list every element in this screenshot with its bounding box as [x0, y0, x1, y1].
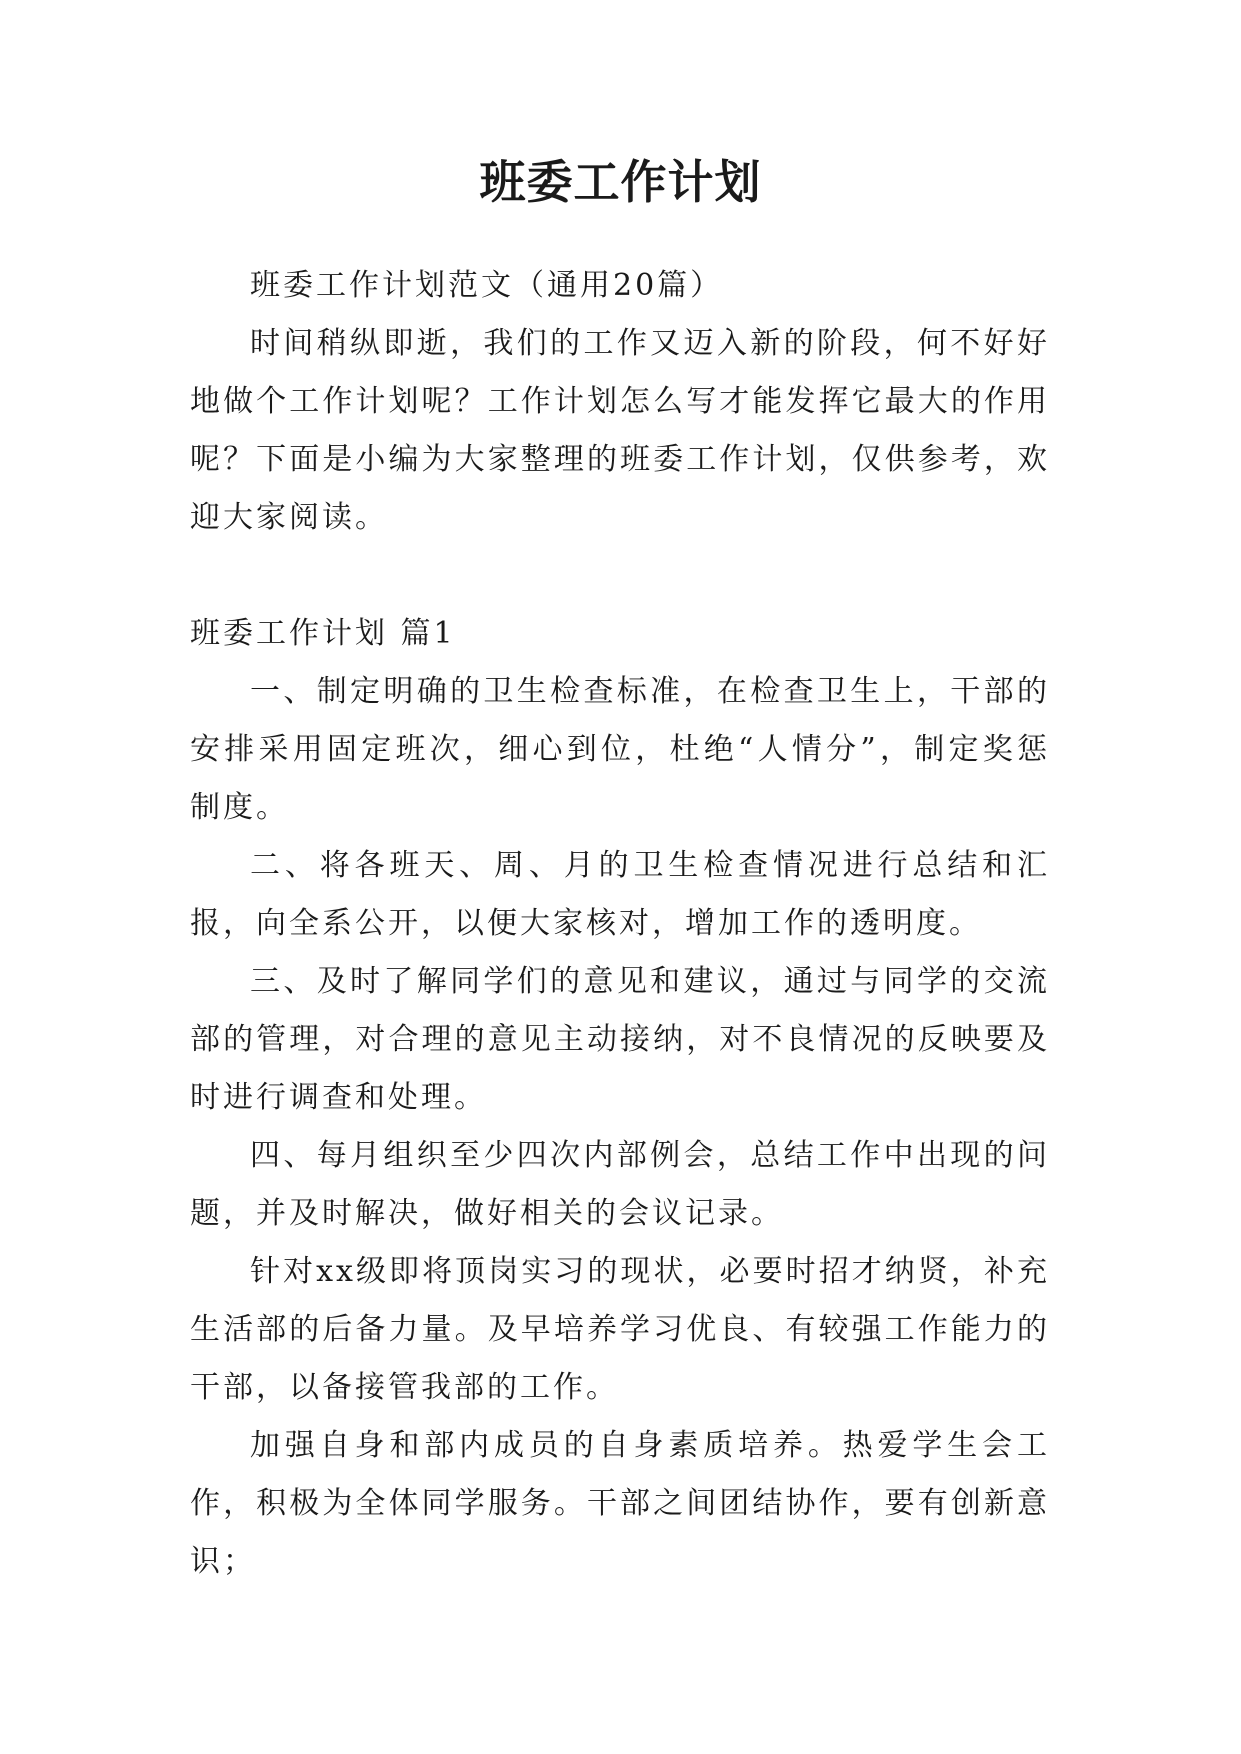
body-paragraph: 二、将各班天、周、月的卫生检查情况进行总结和汇报，向全系公开，以便大家核对，增加工作的透明度。	[190, 848, 1050, 941]
subtitle-paragraph: 班委工作计划范文（通用20篇）	[250, 268, 724, 303]
body-paragraph: 三、及时了解同学们的意见和建议，通过与同学的交流部的管理，对合理的意见主动接纳，对不良情况的反映要及时进行调查和处理。	[190, 964, 1050, 1115]
body-paragraph: 针对xx级即将顶岗实习的现状，必要时招才纳贤，补充生活部的后备力量。及早培养学习优良、有较强工作能力的干部，以备接管我部的工作。	[190, 1254, 1050, 1405]
document-title: 班委工作计划	[479, 155, 762, 209]
section-gap	[190, 547, 1050, 605]
body-paragraph: 一、制定明确的卫生检查标准，在检查卫生上，干部的安排采用固定班次，细心到位，杜绝“人情分”，制定奖惩制度。	[190, 674, 1050, 825]
body-paragraph: 加强自身和部内成员的自身素质培养。热爱学生会工作，积极为全体同学服务。干部之间团结协作，要有创新意识；	[190, 1428, 1050, 1579]
body-paragraph: 四、每月组织至少四次内部例会，总结工作中出现的问题，并及时解决，做好相关的会议记录。	[190, 1138, 1050, 1231]
intro-paragraph: 时间稍纵即逝，我们的工作又迈入新的阶段，何不好好地做个工作计划呢？工作计划怎么写才能发挥它最大的作用呢？下面是小编为大家整理的班委工作计划，仅供参考，欢迎大家阅读。	[190, 326, 1050, 535]
document-body	[190, 257, 1050, 1591]
section-heading: 班委工作计划 篇1	[190, 616, 456, 651]
